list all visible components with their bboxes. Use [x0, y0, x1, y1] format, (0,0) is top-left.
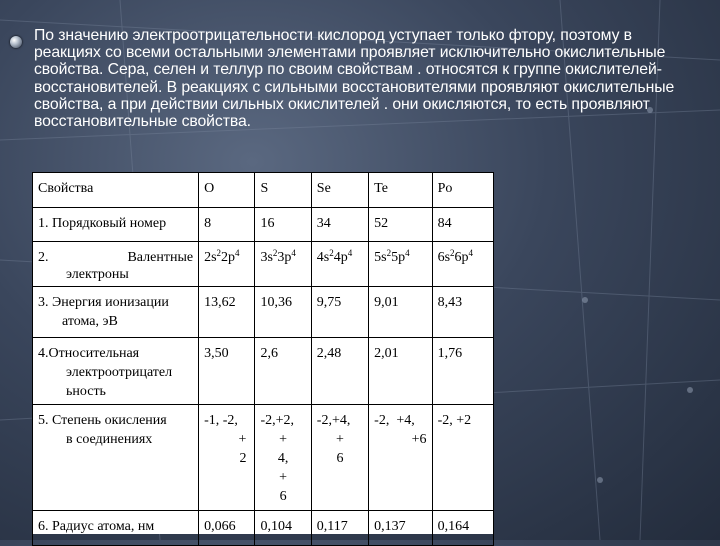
orbital-exponent: 2: [386, 248, 392, 258]
table-cell: 0,137: [369, 511, 432, 546]
oxidation-line: 6: [279, 489, 287, 504]
row-label: [33, 242, 199, 287]
orbital: 2p: [221, 250, 236, 265]
orbital-exponent: 4: [405, 248, 410, 258]
table-row: [33, 208, 494, 242]
oxidation-line: -2,+2,: [260, 413, 294, 428]
oxidation-line: -1, -2,: [204, 413, 238, 428]
row-label-part: электроны: [66, 267, 129, 282]
table-cell: 3,50: [199, 338, 255, 405]
row-label-part: 3. Энергия ионизации: [38, 295, 169, 310]
header-cell: S: [255, 173, 311, 208]
table-cell: 0,066: [199, 511, 255, 546]
table-cell: 0,164: [432, 511, 493, 546]
table-cell: [255, 405, 311, 511]
table-cell: 0,104: [255, 511, 311, 546]
row-label: 6. Радиус атома, нм: [33, 511, 199, 546]
orbital: 5s: [374, 250, 387, 265]
oxidation-line: 4,: [277, 451, 289, 466]
orbital: 3p: [277, 250, 292, 265]
orbital-exponent: 4: [347, 248, 353, 258]
table-cell: [369, 242, 432, 287]
header-cell: Po: [432, 173, 493, 208]
table-cell: 84: [432, 208, 493, 242]
table-cell: 16: [255, 208, 311, 242]
oxidation-line: +: [279, 470, 288, 485]
row-label-part: атома, эВ: [62, 314, 118, 329]
oxidation-line: 6: [336, 451, 344, 466]
header-cell: Свойства: [33, 173, 199, 208]
oxidation-line: -2,+4,: [316, 413, 351, 428]
table-cell: 2,48: [311, 338, 368, 405]
table-row: [33, 287, 494, 338]
table-cell: [311, 242, 368, 287]
orbital: 2s: [204, 250, 217, 265]
body-paragraph: По значению электроотрицательности кислород уступает только фтору, поэтому в реакциях со всеми остальными элементами проявляет исключительно окислительные свойства. Сера, селен и теллур по своим свойствам . относятся к группе окислителей-восстановителей. В реакциях с сильными восстановителями проявляют окислительные свойства, а при действии сильных окислителей . они окисляются, то есть проявляют восстановительные свойства.: [34, 27, 675, 131]
header-cell: Se: [311, 173, 368, 208]
orbital-exponent: 2: [450, 248, 455, 258]
table-row: [33, 242, 494, 287]
header-cell: O: [199, 173, 255, 208]
orbital: 5p: [391, 250, 406, 265]
orbital-exponent: 4: [468, 248, 474, 258]
orbital: 6p: [454, 250, 469, 265]
orbital-exponent: 4: [235, 248, 240, 258]
orbital-exponent: 2: [216, 248, 222, 258]
table-cell: 9,75: [311, 287, 368, 338]
row-label: [33, 338, 199, 405]
orbital: 4p: [333, 250, 348, 265]
table-cell: 2,6: [255, 338, 311, 405]
row-label: 1. Порядковый номер: [33, 208, 199, 242]
header-cell: Te: [369, 173, 432, 208]
orbital: 4s: [316, 250, 330, 265]
properties-table: [32, 172, 494, 534]
table-cell: 1,76: [432, 338, 493, 405]
orbital: 6s: [437, 250, 451, 265]
oxidation-line: -2, +4,: [374, 413, 415, 428]
table-row: [33, 405, 494, 511]
oxidation-line: +6: [411, 432, 427, 447]
row-label-part: 2.: [38, 250, 49, 265]
row-label-part: ьность: [66, 384, 106, 399]
table-cell: 10,36: [255, 287, 311, 338]
oxidation-line: +: [336, 432, 344, 447]
table-cell: [255, 242, 311, 287]
table-cell: 34: [311, 208, 368, 242]
table-cell: 13,62: [199, 287, 255, 338]
orbital-exponent: 4: [291, 248, 296, 258]
row-label-part: 4.Относительная: [38, 346, 140, 361]
table-cell: [311, 405, 368, 511]
table-cell: 9,01: [369, 287, 432, 338]
table-cell: 52: [369, 208, 432, 242]
oxidation-line: +: [279, 432, 288, 447]
oxidation-line: 2: [239, 451, 247, 466]
row-label-part: электроотрицател: [66, 365, 173, 380]
bullet: [10, 36, 22, 48]
orbital-exponent: 2: [329, 248, 334, 258]
table-header-row: [33, 173, 494, 208]
table-cell: [199, 242, 255, 287]
row-label-part: Валентные: [127, 250, 194, 265]
table-cell: 0,117: [311, 511, 368, 546]
table-row: [33, 338, 494, 405]
orbital: 3s: [260, 250, 273, 265]
table-cell: [369, 405, 432, 511]
orbital-exponent: 2: [272, 248, 278, 258]
row-label-part: в соединениях: [66, 432, 153, 447]
oxidation-line: +: [238, 432, 247, 447]
table-cell: -2, +2: [432, 405, 493, 511]
row-label-part: 5. Степень окисления: [38, 413, 167, 428]
row-label: [33, 405, 199, 511]
table-row: [33, 511, 494, 546]
table-cell: [432, 242, 493, 287]
table-cell: 2,01: [369, 338, 432, 405]
row-label: [33, 287, 199, 338]
table-cell: [199, 405, 255, 511]
table-cell: 8: [199, 208, 255, 242]
table-cell: 8,43: [432, 287, 493, 338]
